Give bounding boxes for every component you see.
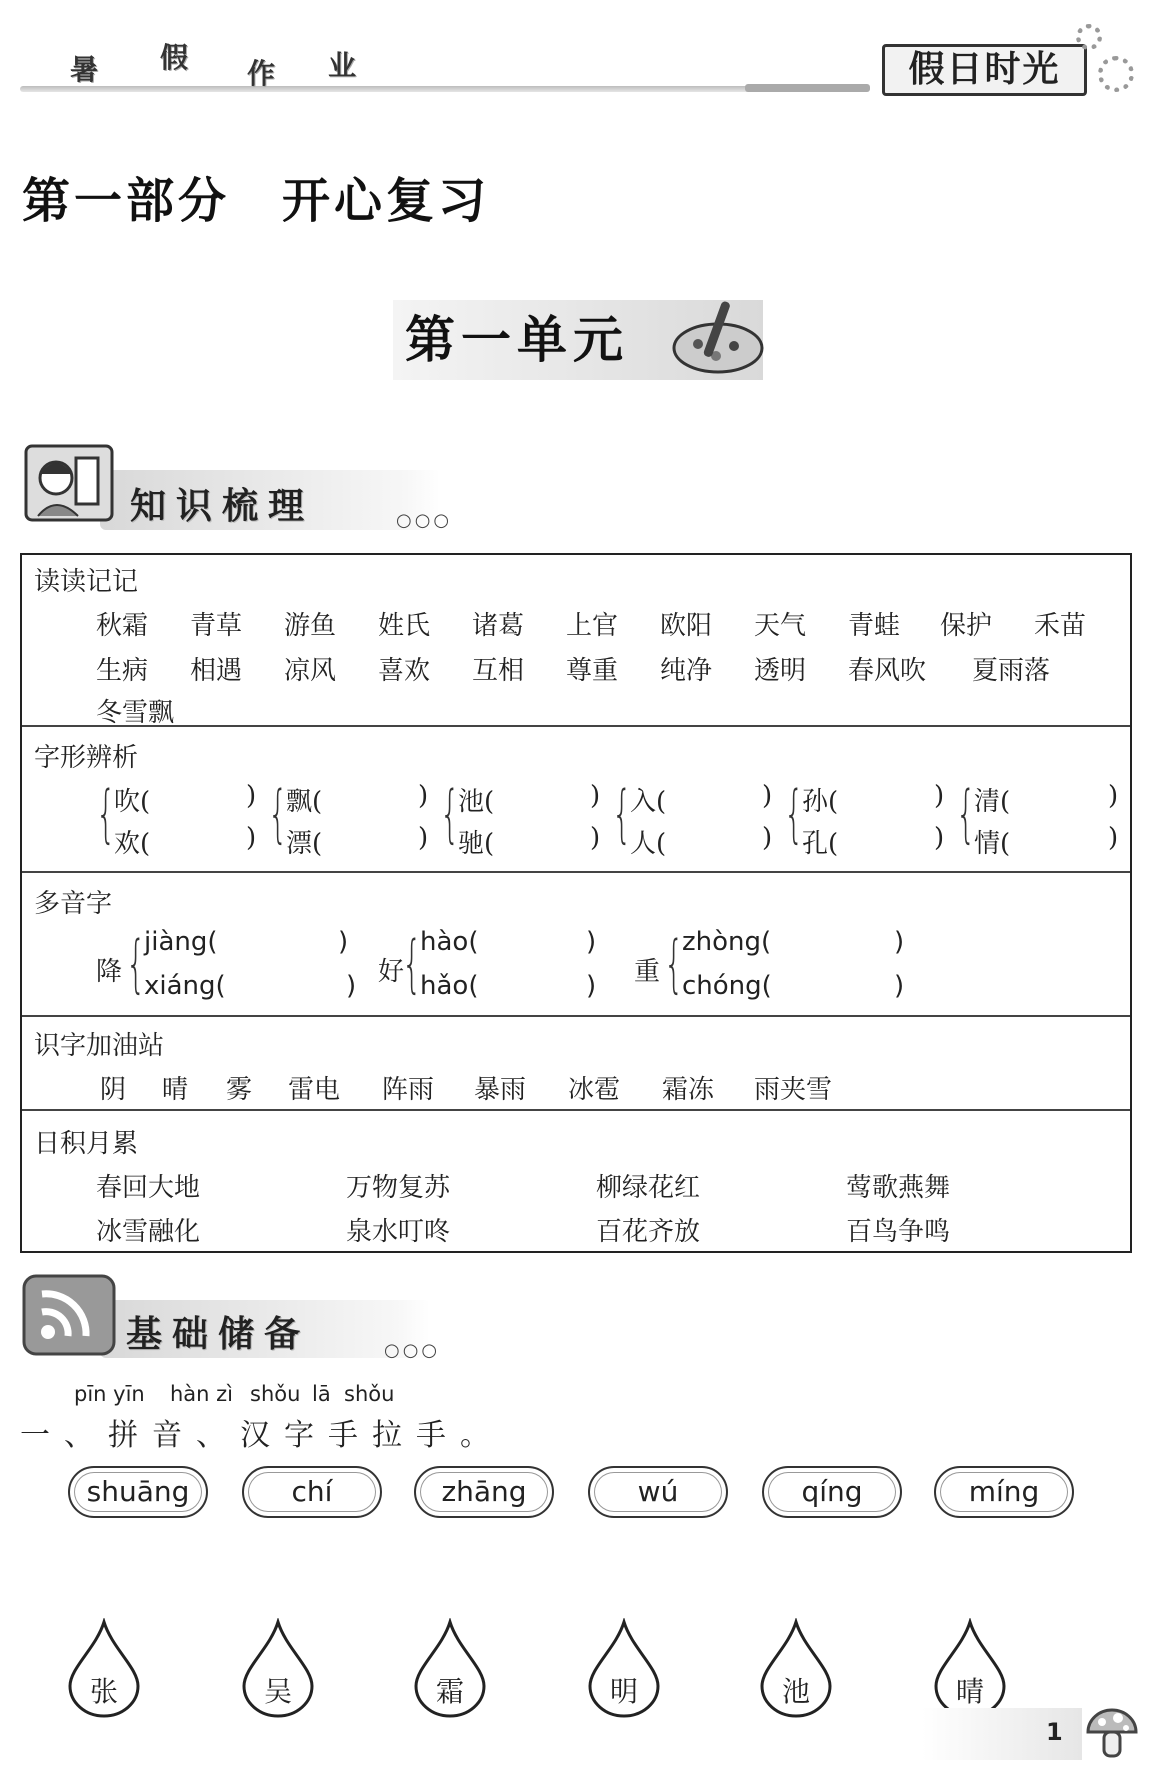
character-drop[interactable]: [240, 1618, 316, 1718]
drop-character: 吴: [263, 1675, 292, 1708]
mushroom-icon: [1082, 1700, 1142, 1762]
header-rule: [20, 86, 870, 92]
heading-char: 基: [126, 1314, 173, 1355]
word-line: [100, 1069, 832, 1106]
pinyin-annotation: pīn yīn: [74, 1382, 145, 1406]
pinyin-bottom: hǎo(: [420, 971, 479, 1001]
pair-top: 池(: [458, 787, 495, 817]
character-drop[interactable]: [586, 1618, 662, 1718]
pinyin-cloud[interactable]: zhāng: [414, 1466, 554, 1518]
idiom: 泉水叮咚: [346, 1217, 451, 1247]
heading-char: 备: [264, 1314, 311, 1355]
header-rule-dark: [745, 84, 870, 92]
word: 暴雨: [474, 1075, 527, 1105]
pinyin-annotation: shǒu: [344, 1382, 395, 1406]
pair-bottom: 漂(: [286, 829, 323, 859]
brace: {: [956, 777, 976, 850]
header-char: 暑: [70, 53, 99, 86]
word: 冬雪飘: [96, 698, 175, 728]
word: 霜冻: [662, 1075, 715, 1105]
pinyin-bottom: xiáng(: [144, 971, 226, 1001]
close-paren: ): [934, 781, 945, 811]
knowledge-heading: [130, 478, 314, 529]
char-pair: [612, 773, 772, 863]
pair-bottom: 情(: [974, 829, 1011, 859]
poly-char: 好: [378, 957, 405, 987]
close-paren: ): [246, 781, 257, 811]
word: 阴: [100, 1075, 127, 1105]
pair-top: 吹(: [114, 787, 151, 817]
unit-title: 第一单元: [393, 300, 763, 380]
idiom: 冰雪融化: [96, 1217, 201, 1247]
part-title: 第一部分 开心复习: [22, 173, 491, 229]
idiom: 柳绿花红: [596, 1173, 701, 1203]
word-line: [96, 692, 174, 729]
idiom: 万物复苏: [346, 1173, 451, 1203]
close-paren: ): [934, 823, 945, 853]
close-paren: ): [346, 971, 357, 1001]
table-row-literacy: [22, 1017, 1130, 1111]
polyphonic-item: [378, 923, 628, 1013]
table-row-read: [22, 555, 1130, 727]
pinyin-annotation: hàn zì: [170, 1382, 234, 1406]
drop-character: 池: [781, 1675, 810, 1708]
word: 雾: [226, 1075, 253, 1105]
word: 喜欢: [378, 656, 431, 686]
pinyin-cloud[interactable]: wú: [588, 1466, 728, 1518]
char-pair: [96, 773, 256, 863]
idiom: 春回大地: [96, 1173, 201, 1203]
pinyin-cloud[interactable]: chí: [242, 1466, 382, 1518]
page-number: 1: [1046, 1718, 1063, 1746]
word: 雨夹雪: [754, 1075, 833, 1105]
table-row-polyphonic: [22, 873, 1130, 1017]
word-line: [96, 1167, 950, 1204]
word: 夏雨落: [972, 656, 1051, 686]
knowledge-table: [20, 553, 1132, 1253]
basics-heading: [126, 1306, 310, 1357]
pinyin-top: hào(: [420, 927, 479, 957]
question-1-title: 一、拼音、汉字手拉手。: [20, 1418, 504, 1453]
student-reading-icon: [20, 438, 120, 530]
row-label: 识字加油站: [34, 1031, 165, 1061]
word-line: [96, 605, 1086, 642]
header-char: 假: [160, 41, 189, 74]
word: 相遇: [190, 656, 243, 686]
word: 上官: [566, 611, 619, 641]
heading-char: 识: [176, 486, 223, 527]
header-char: 业: [328, 49, 357, 82]
drop-character: 明: [609, 1675, 638, 1708]
close-paren: ): [586, 971, 597, 1001]
word: 游鱼: [284, 611, 337, 641]
heading-char: 理: [268, 486, 315, 527]
drop-character: 张: [89, 1675, 118, 1708]
gear-icon: [1098, 56, 1134, 92]
row-label: 读读记记: [34, 567, 139, 597]
word: 纯净: [660, 656, 713, 686]
brace: {: [612, 777, 632, 850]
word: 互相: [472, 656, 525, 686]
pair-top: 孙(: [802, 787, 839, 817]
close-paren: ): [338, 927, 349, 957]
rss-feed-icon: [20, 1272, 120, 1360]
idiom: 百花齐放: [596, 1217, 701, 1247]
brace: {: [664, 927, 684, 1000]
word: 欧阳: [660, 611, 713, 641]
pair-top: 入(: [630, 787, 667, 817]
pair-bottom: 驰(: [458, 829, 495, 859]
idiom: 百鸟争鸣: [846, 1217, 951, 1247]
heading-char: 储: [218, 1314, 265, 1355]
character-drop[interactable]: [412, 1618, 488, 1718]
word: 冰雹: [568, 1075, 621, 1105]
word: 晴: [162, 1075, 189, 1105]
pair-bottom: 欢(: [114, 829, 151, 859]
table-row-shapes: [22, 727, 1130, 873]
heading-char: 础: [172, 1314, 219, 1355]
row-label: 字形辨析: [34, 743, 139, 773]
close-paren: ): [418, 823, 429, 853]
word: 姓氏: [378, 611, 431, 641]
word: 秋霜: [96, 611, 149, 641]
heading-char: 梳: [222, 486, 269, 527]
word: 雷电: [288, 1075, 341, 1105]
close-paren: ): [762, 823, 773, 853]
pinyin-top: jiàng(: [144, 927, 218, 957]
header-char: 作: [247, 57, 276, 90]
brace: {: [784, 777, 804, 850]
char-pair: [268, 773, 428, 863]
idiom: 莺歌燕舞: [846, 1173, 951, 1203]
poly-char: 重: [634, 957, 661, 987]
pinyin-top: zhòng(: [682, 927, 772, 957]
pinyin-annotation: lā: [312, 1382, 331, 1406]
brace: {: [126, 927, 146, 1000]
word: 天气: [754, 611, 807, 641]
drop-character: 霜: [435, 1675, 464, 1708]
polyphonic-item: [96, 923, 356, 1013]
gear-icon: [1076, 24, 1102, 50]
close-paren: ): [590, 781, 601, 811]
character-drop[interactable]: [758, 1618, 834, 1718]
word: 尊重: [566, 656, 619, 686]
word-line: [96, 650, 1050, 687]
pinyin-cloud[interactable]: shuāng: [68, 1466, 208, 1518]
word: 禾苗: [1034, 611, 1087, 641]
brace: {: [268, 777, 288, 850]
brace: {: [440, 777, 460, 850]
pinyin-cloud[interactable]: qíng: [762, 1466, 902, 1518]
pinyin-bottom: chóng(: [682, 971, 772, 1001]
close-paren: ): [418, 781, 429, 811]
char-pair: [956, 773, 1126, 863]
close-paren: ): [1108, 823, 1119, 853]
pinyin-cloud[interactable]: míng: [934, 1466, 1074, 1518]
header-badge: 假日时光: [882, 44, 1087, 96]
poly-char: 降: [96, 957, 123, 987]
close-paren: ): [246, 823, 257, 853]
close-paren: ): [762, 781, 773, 811]
word: 生病: [96, 656, 149, 686]
drop-character: 晴: [955, 1675, 984, 1708]
close-paren: ): [590, 823, 601, 853]
word: 凉风: [284, 656, 337, 686]
brace: {: [96, 777, 116, 850]
table-row-daily: [22, 1111, 1130, 1251]
word: 保护: [940, 611, 993, 641]
close-paren: ): [894, 927, 905, 957]
character-drop[interactable]: [66, 1618, 142, 1718]
pair-top: 飘(: [286, 787, 323, 817]
word: 青蛙: [848, 611, 901, 641]
row-label: 日积月累: [34, 1129, 139, 1159]
polyphonic-item: [634, 923, 914, 1013]
row-label: 多音字: [34, 889, 113, 919]
word-line: [96, 1211, 950, 1248]
char-pair: [784, 773, 944, 863]
word: 阵雨: [382, 1075, 435, 1105]
character-drop[interactable]: [932, 1618, 1008, 1718]
word: 透明: [754, 656, 807, 686]
brace: {: [402, 927, 422, 1000]
decorative-dots: ○○○: [384, 1340, 441, 1361]
word: 春风吹: [848, 656, 927, 686]
word: 诸葛: [472, 611, 525, 641]
word: 青草: [190, 611, 243, 641]
decorative-dots: ○○○: [396, 510, 453, 531]
pinyin-annotation: shǒu: [250, 1382, 301, 1406]
close-paren: ): [894, 971, 905, 1001]
close-paren: ): [586, 927, 597, 957]
close-paren: ): [1108, 781, 1119, 811]
palette-icon: [668, 296, 768, 386]
pair-top: 清(: [974, 787, 1011, 817]
heading-char: 知: [130, 486, 177, 527]
char-pair: [440, 773, 600, 863]
pair-bottom: 人(: [630, 829, 667, 859]
pair-bottom: 孔(: [802, 829, 839, 859]
